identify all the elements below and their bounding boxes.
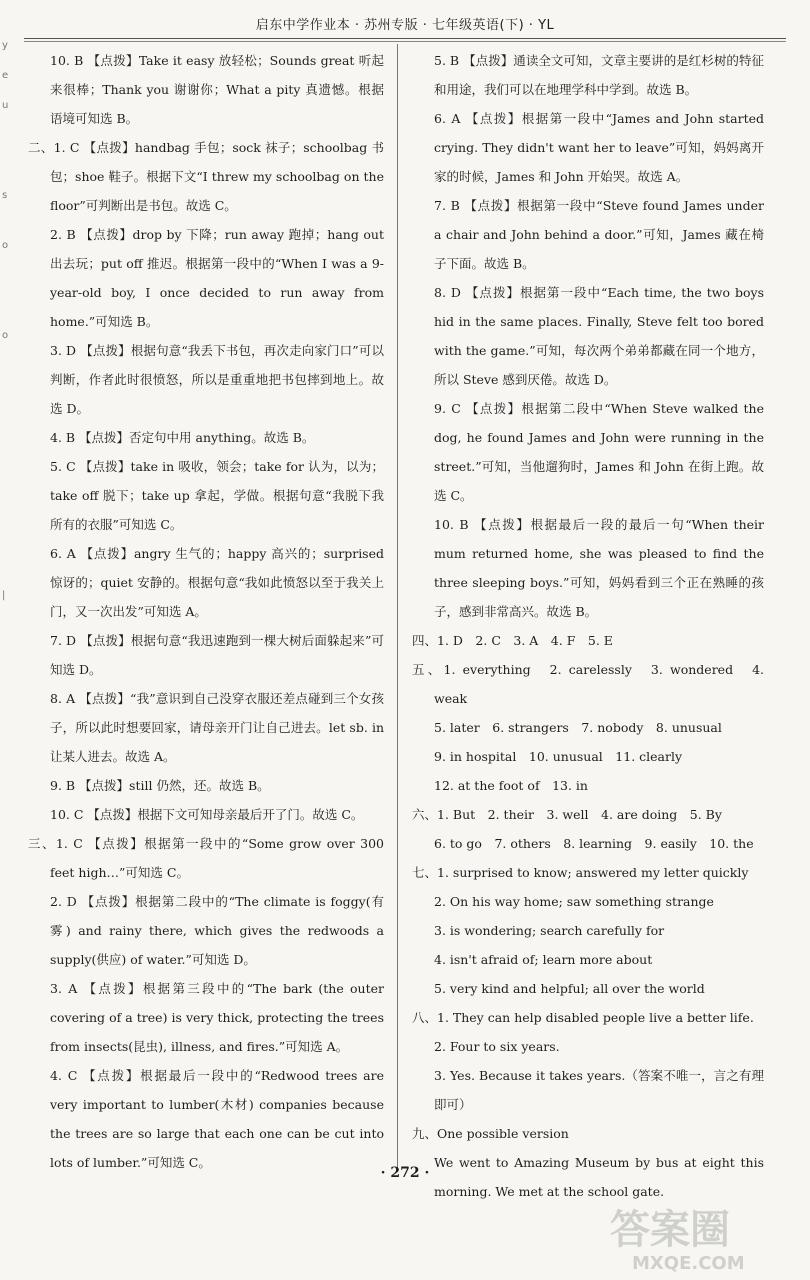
- answer-item: 3. Yes. Because it takes years.（答案不唯一，言之有理即可）: [434, 1068, 764, 1112]
- answer-item: 12. at the foot of 13. in: [434, 778, 588, 793]
- site-watermark-logo: [602, 1195, 792, 1275]
- header-rule: [24, 38, 786, 39]
- answer-item: 7. B 【点拨】根据第一段中“Steve found James under a chair and John behind a door.”可知，James 藏在椅子下面。故选 B。: [434, 198, 764, 271]
- answer-item: 3. D 【点拨】根据句意“我丢下书包，再次走向家门口”可以判断，作者此时很愤怒，所以是重重地把书包摔到地上。故选 D。: [50, 343, 384, 416]
- answer-item: 9. B 【点拨】still 仍然，还。故选 B。: [50, 778, 270, 793]
- answer-item: 八、1. They can help disabled people live a better life.: [412, 1010, 754, 1025]
- answer-item: 6. A 【点拨】根据第一段中“James and John started crying. They didn't want her to leave”可知，妈妈离开家的时候，James 和 John 开始哭。故选 A。: [434, 111, 764, 184]
- answer-item: 四、1. D 2. C 3. A 4. F 5. E: [412, 633, 613, 648]
- answer-item: 二、1. C 【点拨】handbag 手包；sock 袜子；schoolbag 书包；shoe 鞋子。根据下文“I threw my schoolbag on the floor”可判断出是书包。故选 C。: [28, 140, 384, 213]
- answer-item: 5. B 【点拨】通读全文可知，文章主要讲的是红杉树的特征和用途，我们可以在地理学科中学到。故选 B。: [434, 53, 764, 97]
- answer-item: 4. B 【点拨】否定句中用 anything。故选 B。: [50, 430, 315, 445]
- answer-item: We went to Amazing Museum by bus at eight this morning. We met at the school gate.: [434, 1155, 764, 1199]
- answer-item: 8. D 【点拨】根据第一段中“Each time, the two boys hid in the same places. Finally, Steve felt too bored with the game.”可知，每次两个弟弟都藏在同一个地方，所以 Steve 感到厌倦。故选 D。: [434, 285, 764, 387]
- answer-item: 3. A 【点拨】根据第三段中的“The bark (the outer covering of a tree) is very thick, protecting the trees from insects(昆虫), illness, and fires.”可知选 A。: [50, 981, 384, 1054]
- answer-item: 2. Four to six years.: [434, 1039, 560, 1054]
- answer-item: 五、1. everything 2. carelessly 3. wondered 4. weak: [412, 662, 764, 706]
- answer-item: 4. isn't afraid of; learn more about: [434, 952, 653, 967]
- answer-item: 2. On his way home; saw something strange: [434, 894, 714, 909]
- column-divider: [397, 44, 398, 1169]
- answer-column-left: [28, 46, 384, 1177]
- page-number: · 272 ·: [380, 1165, 430, 1181]
- answer-item: 3. is wondering; search carefully for: [434, 923, 665, 938]
- svg-text:MXQE.COM: MXQE.COM: [632, 1253, 745, 1274]
- answer-item: 七、1. surprised to know; answered my letter quickly: [412, 865, 749, 880]
- answer-item: 10. B 【点拨】Take it easy 放轻松；Sounds great 听起来很棒；Thank you 谢谢你；What a pity 真遗憾。根据语境可知选 B。: [50, 53, 384, 126]
- answer-item: 10. B 【点拨】根据最后一段的最后一句“When their mum returned home, she was pleased to find the three sleeping boys.”可知，妈妈看到三个正在熟睡的孩子，感到非常高兴。故选 B。: [434, 517, 764, 619]
- answer-item: 10. C 【点拨】根据下文可知母亲最后开了门。故选 C。: [50, 807, 364, 822]
- page-header: 启东中学作业本 · 苏州专版 · 七年级英语(下) · YL: [255, 18, 555, 33]
- answer-item: 九、One possible version: [412, 1126, 569, 1141]
- answer-item: 8. A 【点拨】“我”意识到自己没穿衣服还差点碰到三个女孩子，所以此时想要回家，请母亲开门让自己进去。let sb. in 让某人进去。故选 A。: [50, 691, 384, 764]
- answer-item: 三、1. C 【点拨】根据第一段中的“Some grow over 300 feet high…”可知选 C。: [28, 836, 384, 880]
- answer-item: 6. A 【点拨】angry 生气的；happy 高兴的；surprised 惊讶的；quiet 安静的。根据句意“我如此愤怒以至于我关上门，又一次出发”可知选 A。: [50, 546, 384, 619]
- answer-item: 六、1. But 2. their 3. well 4. are doing 5. By: [412, 807, 722, 822]
- answer-item: 9. in hospital 10. unusual 11. clearly: [434, 749, 683, 764]
- svg-text:答案圈: 答案圈: [610, 1207, 730, 1253]
- answer-item: 2. D 【点拨】根据第二段中的“The climate is foggy(有雾) and rainy there, which gives the redwoods a supply(供应) of water.”可知选 D。: [50, 894, 384, 967]
- answer-item: 6. to go 7. others 8. learning 9. easily 10. the: [434, 836, 754, 851]
- answer-item: 5. very kind and helpful; all over the world: [434, 981, 705, 996]
- answer-item: 5. later 6. strangers 7. nobody 8. unusual: [434, 720, 722, 735]
- answer-item: 9. C 【点拨】根据第二段中“When Steve walked the dog, he found James and John were running in the street.”可知，当他遛狗时，James 和 John 在街上跑。故选 C。: [434, 401, 764, 503]
- header-rule-secondary: [24, 41, 786, 42]
- answer-item: 4. C 【点拨】根据最后一段中的“Redwood trees are very important to lumber(木材) companies because the trees are so large that each one can be cut into lots of lumber.”可知选 C。: [50, 1068, 384, 1170]
- answer-item: 2. B 【点拨】drop by 下降；run away 跑掉；hang out 出去玩；put off 推迟。根据第一段中的“When I was a 9-year-old boy, I once decided to run away from home.”可知选 B。: [50, 227, 384, 329]
- answer-column-right: [412, 46, 764, 1206]
- binding-edge-marks: y e u s o o |: [2, 40, 9, 601]
- answer-item: 7. D 【点拨】根据句意“我迅速跑到一棵大树后面躲起来”可知选 D。: [50, 633, 384, 677]
- answer-item: 5. C 【点拨】take in 吸收，领会；take for 认为，以为；take off 脱下；take up 拿起，学做。根据句意“我脱下我所有的衣服”可知选 C。: [50, 459, 384, 532]
